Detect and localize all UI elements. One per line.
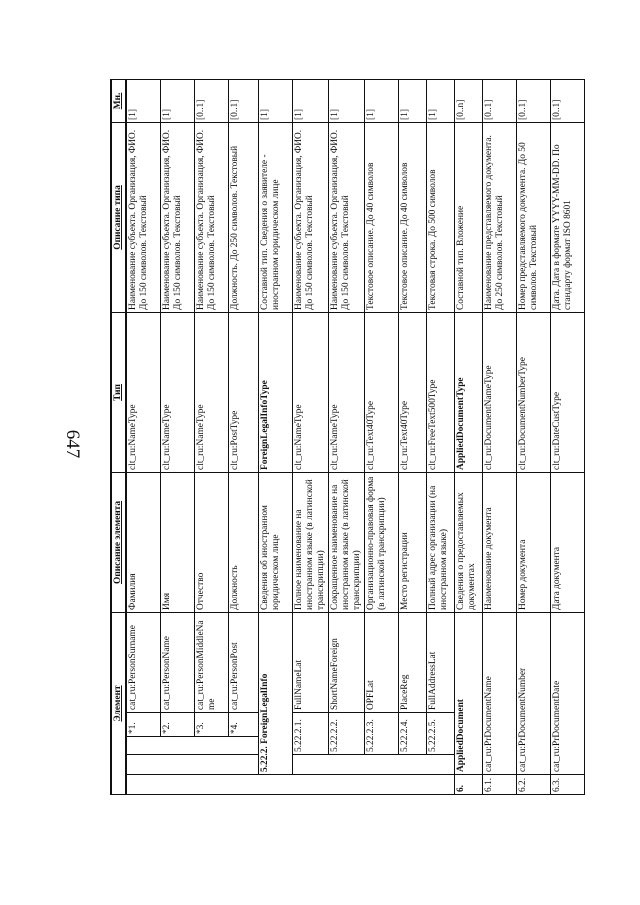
type-name: clt_ru:NameType — [292, 312, 328, 472]
type-name: clt_ru:NameType — [126, 312, 160, 472]
type-name: clt_ru:DocumentNumberType — [516, 312, 550, 472]
row-number: 5.22.2.2. — [328, 713, 364, 755]
header-element: Элемент — [111, 612, 126, 794]
type-desc: Составной тип. Вложение — [454, 122, 482, 312]
type-desc: Наименование субъекта. Организация, ФИО. До 150 символов. Текстовый — [126, 122, 160, 312]
element-name: cat_ru:PersonSurname — [126, 612, 160, 712]
element-desc: Сведения об иностранном юридическом лице — [258, 472, 292, 612]
type-name: clt_ru:FreeText500Type — [426, 312, 454, 472]
element-desc: Полный адрес организации (на иностранном языке) — [426, 472, 454, 612]
multiplicity: [1] — [426, 79, 454, 122]
element-name: cat_ru:PrDocumentName — [482, 612, 516, 774]
table-row — [258, 79, 292, 794]
table-row — [516, 79, 550, 794]
type-desc: Должность. До 250 символов. Текстовый — [228, 122, 258, 312]
table-row — [426, 79, 454, 794]
type-name: clt_ru:DocumentNameType — [482, 312, 516, 472]
row-number: *3. — [194, 713, 228, 737]
element-desc: Место регистрации — [398, 472, 426, 612]
multiplicity: [1] — [160, 79, 194, 122]
element-name: ShortNameForeign — [328, 612, 364, 712]
type-name: clt_ru:NameType — [194, 312, 228, 472]
element-desc: Сведения о предоставляемых документах — [454, 472, 482, 612]
header-mult: Мн. — [111, 79, 126, 122]
row-number: *4. — [228, 713, 258, 737]
row-number: 5.22.2. — [259, 746, 270, 772]
header-type-desc: Описание типа — [111, 122, 126, 312]
table-row — [482, 79, 516, 794]
table-row — [194, 79, 228, 794]
table-row — [328, 79, 364, 794]
table-row — [292, 79, 328, 794]
table-row — [160, 79, 194, 794]
type-desc: Текстовая строка. До 500 символов — [426, 122, 454, 312]
element-name: cat_ru:PrDocumentNumber — [516, 612, 550, 774]
table-row — [550, 79, 584, 794]
element-desc: Номер документа — [516, 472, 550, 612]
row-number: 5.22.2.4. — [398, 713, 426, 755]
element-name: PlaceReg — [398, 612, 426, 712]
element-desc: Сокращенное наименование на иностранном языке (в латинской транскрипции) — [328, 472, 364, 612]
table-row — [126, 79, 160, 794]
type-name: clt_ru:DateCustType — [550, 312, 584, 472]
row-number: 6.2. — [516, 775, 550, 795]
element-desc: Полное наименование на иностранном языке (в латинской транскрипции) — [292, 472, 328, 612]
type-desc: Наименование субъекта. Организация, ФИО. До 150 символов. Текстовый — [160, 122, 194, 312]
type-desc: Наименование представляемого документа. До 250 символов. Текстовый — [482, 122, 516, 312]
multiplicity: [0..1] — [194, 79, 228, 122]
element-desc: Дата документа — [550, 472, 584, 612]
element-name: FullNameLat — [292, 612, 328, 712]
type-desc: Дата. Дата в формате YYYY-MM-DD. По стандарту формат ISO 8601 — [550, 122, 584, 312]
table-row — [228, 79, 258, 794]
element-name: cat_ru:PersonMiddleName — [194, 612, 228, 712]
type-name: AppliedDocumentType — [454, 312, 482, 472]
page-number: 647 — [62, 429, 83, 459]
element-desc: Наименование документа — [482, 472, 516, 612]
element-name: cat_ru:PersonName — [160, 612, 194, 712]
multiplicity: [0..1] — [482, 79, 516, 122]
type-name: clt_ru:PostType — [228, 312, 258, 472]
table-row — [454, 79, 482, 794]
multiplicity: [1] — [292, 79, 328, 122]
multiplicity: [1] — [398, 79, 426, 122]
element-desc: Отчество — [194, 472, 228, 612]
element-name: ForeignLegalInfo — [259, 673, 270, 744]
element-name: OPFLat — [364, 612, 398, 712]
multiplicity: [0..1] — [228, 79, 258, 122]
table-header-row — [111, 79, 126, 794]
type-desc: Наименование субъекта. Организация, ФИО. До 150 символов. Текстовый — [328, 122, 364, 312]
row-number: 6.1. — [482, 775, 516, 795]
type-name: clt_ru:NameType — [328, 312, 364, 472]
row-number: *1. — [126, 713, 160, 737]
row-number: 5.22.2.5. — [426, 713, 454, 755]
table-row — [398, 79, 426, 794]
row-number: *2. — [160, 713, 194, 737]
element-desc: Фамилия — [126, 472, 160, 612]
multiplicity: [0..1] — [550, 79, 584, 122]
multiplicity: [0..n] — [454, 79, 482, 122]
multiplicity: [1] — [126, 79, 160, 122]
type-name: ForeignLegalInfoType — [258, 312, 292, 472]
row-number: 6. — [454, 775, 482, 795]
element-name: cat_ru:PersonPost — [228, 612, 258, 712]
element-name: cat_ru:PrDocumentDate — [550, 612, 584, 774]
header-element-desc: Описание элемента — [111, 472, 126, 612]
multiplicity: [1] — [328, 79, 364, 122]
type-name: clt_ru:Text40Type — [364, 312, 398, 472]
type-desc: Наименование субъекта. Организация, ФИО. До 150 символов. Текстовый — [194, 122, 228, 312]
multiplicity: [1] — [258, 79, 292, 122]
table-row — [364, 79, 398, 794]
type-desc: Наименование субъекта. Организация, ФИО. До 150 символов. Текстовый — [292, 122, 328, 312]
type-name: clt_ru:NameType — [160, 312, 194, 472]
type-desc: Номер представляемого документа. До 50 символов. Текстовый — [516, 122, 550, 312]
element-name: AppliedDocument — [454, 612, 482, 774]
type-name: clt_ru:Text40Type — [398, 312, 426, 472]
element-desc: Должность — [228, 472, 258, 612]
header-type: Тип — [111, 312, 126, 472]
multiplicity: [0..1] — [516, 79, 550, 122]
schema-table — [110, 79, 585, 795]
row-number: 5.22.2.3. — [364, 713, 398, 755]
multiplicity: [1] — [364, 79, 398, 122]
element-name: FullAddressLat — [426, 612, 454, 712]
type-desc: Текстовое описание. До 40 символов — [398, 122, 426, 312]
element-desc: Имя — [160, 472, 194, 612]
rotated-page-content — [110, 80, 573, 795]
row-number: 5.22.2.1. — [292, 713, 328, 755]
type-desc: Составной тип. Сведения о заявителе - иностранном юридическом лице — [258, 122, 292, 312]
element-desc: Организационно-правовая форма (в латинской транскрипции) — [364, 472, 398, 612]
row-number: 6.3. — [550, 775, 584, 795]
type-desc: Текстовое описание. До 40 символов — [364, 122, 398, 312]
